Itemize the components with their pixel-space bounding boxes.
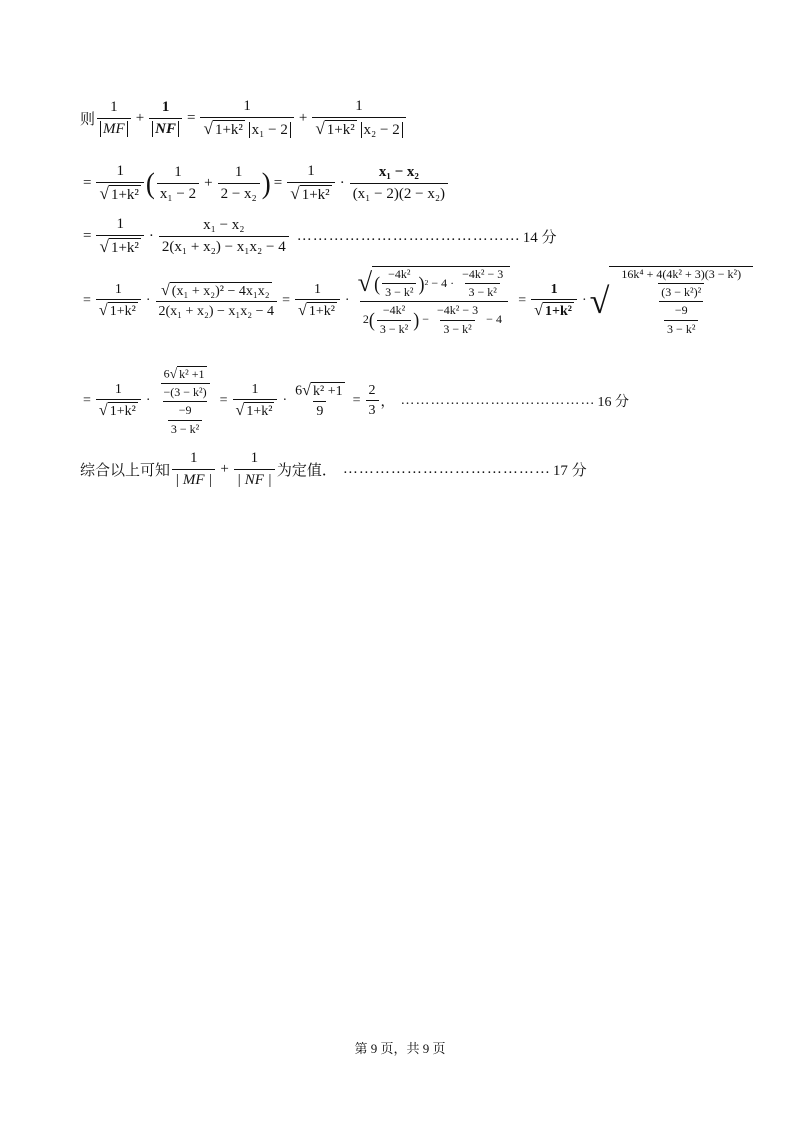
frac-term-1: 1 √ 1+k² x₁ − 2 xyxy=(200,98,293,139)
score-text: 17 分 xyxy=(552,462,587,479)
leader-dots: ………………………………… xyxy=(400,392,596,408)
frac-main: $\frac{\text{x₁ − x₂}}{\text{2(x₁ + x₂) − x₁x₂ − 4}}$ xyxy=(159,217,289,255)
frac-coef: 1 √ 1+k² xyxy=(96,282,141,320)
frac-coef-2: 1 √ 1+k² xyxy=(287,163,334,204)
conclusion-line: 综合以上可知 $\frac{1}{| MF |}$ + $\frac{1}{| NF |}$ 为定值． ………………………………… 17 分 xyxy=(80,450,587,488)
frac-simplified: 6 √ k² +1 9 xyxy=(295,381,343,420)
formula-line-4: = 1 √ 1+k² · √ (x₁ + x₂)² − 4x₁x₂ 2(x₁ + x₂) − x₁x₂ − 4 = 1 √ 1+k² · √ ( $\frac{\text{−4k²}}{\text{3 − k²}}$ ) 2 − 4 · $\frac{\text{−4k² − 3}}{\text{3 − k²}}$ 2 ( $\frac{\text{−4k²}}{\text{3 − k²}}$ ) − $\frac{\text{−4k² − 3}}{\text{3 − k²}}$ − 4 = 1 √ 1+k² · √ $\frac{\frac{\text{16k⁴ + 4(4k² + 3)(3 − k²)}}{\text{(3 − k²)²}}}{\frac{-9}{\text{3 − k²}}}$ xyxy=(80,266,753,336)
frac-complex: 6 √ k² +1 −(3 − k²) $\frac{-9}{\text{3 − k²}}$ xyxy=(156,366,215,436)
conclusion-suffix: 为定值． xyxy=(276,462,337,479)
frac-term-2: 1 √ 1+k² x₂ − 2 xyxy=(312,98,405,139)
frac-one-over-NF: $\frac{1}{| NF |}$ xyxy=(234,450,275,488)
frac-one-over-MF: $\frac{1}{| MF |}$ xyxy=(172,450,215,488)
formula-line-5: = 1 √ 1+k² · 6 √ k² +1 −(3 − k²) $\frac{-9}{\text{3 − k²}}$ = 1 √ 1+k² · 6 √ k² +1 9 = $\frac{2}{3}$ ， ………………………………… 16 分 xyxy=(83,365,629,436)
frac-a: $\frac{1}{\text{x₁ − 2}}$ xyxy=(157,164,199,202)
leader-dots: …………………………………… xyxy=(296,227,521,244)
frac-b: $\frac{1}{\text{2 − x₂}}$ xyxy=(218,164,260,202)
frac-substituted: √ ( $\frac{\text{−4k²}}{\text{3 − k²}}$ ) 2 − 4 · $\frac{\text{−4k² − 3}}{\text{3 − k²}}$ 2 ( $\frac{\text{−4k²}}{\text{3 − k²}}$ ) − $\frac{\text{−4k² − 3}}{\text{3 − k²}}$ − 4 xyxy=(355,266,514,336)
frac-combined: $\frac{\text{x₁ − x₂}}{\text{(x₁ − 2)(2 − x₂)}}$ xyxy=(350,164,448,202)
frac-coef: 1 √ 1+k² xyxy=(96,216,143,257)
frac-coef-2: 1 √ 1+k² xyxy=(233,382,278,420)
frac-sqrt-form: √ (x₁ + x₂)² − 4x₁x₂ 2(x₁ + x₂) − x₁x₂ − 4 xyxy=(156,282,278,320)
frac-one-over-MF: $\frac{1}{MF}$ xyxy=(97,99,131,137)
frac-one-over-NF: $\frac{1}{NF}$ xyxy=(149,99,182,137)
leader-dots: ………………………………… xyxy=(342,460,551,477)
frac-coef-2: 1 √ 1+k² xyxy=(295,282,340,320)
frac-coef: 1 √ 1+k² xyxy=(96,163,143,204)
page-footer: 第 9 页，共 9 页 xyxy=(354,1041,446,1056)
formula-line-2: = 1 √ 1+k² ( $\frac{1}{\text{x₁ − 2}}$ + $\frac{1}{\text{2 − x₂}}$ ) = 1 √ 1+k² · $\frac{\text{x₁ − x₂}}{\text{(x₁ − 2)(2 − x₂)}}$ xyxy=(80,163,450,204)
conclusion-prefix: 综合以上可知 xyxy=(80,462,171,479)
frac-result: $\frac{2}{3}$ xyxy=(366,383,379,419)
formula-line-1: 则 $\frac{1}{MF}$ + $\frac{1}{NF}$ = 1 √ 1+k² x₁ − 2 + 1 √ 1+k² x₂ − 2 xyxy=(80,98,408,139)
score-text: 16 分 xyxy=(597,394,629,410)
line-prefix-text: 则 xyxy=(80,111,96,128)
formula-line-3: = 1 √ 1+k² · $\frac{\text{x₁ − x₂}}{\text{2(x₁ + x₂) − x₁x₂ − 4}}$ …………………………………… 14 分 xyxy=(83,216,557,257)
frac-coef-3: 1 √ 1+k² xyxy=(531,282,577,320)
frac-coef: 1 √ 1+k² xyxy=(96,382,141,420)
sqrt-final: √ $\frac{\frac{\text{16k⁴ + 4(4k² + 3)(3 − k²)}}{\text{(3 − k²)²}}}{\frac{-9}{\text{3 − k²}}}$ xyxy=(590,266,753,336)
score-text: 14 分 xyxy=(522,229,557,246)
